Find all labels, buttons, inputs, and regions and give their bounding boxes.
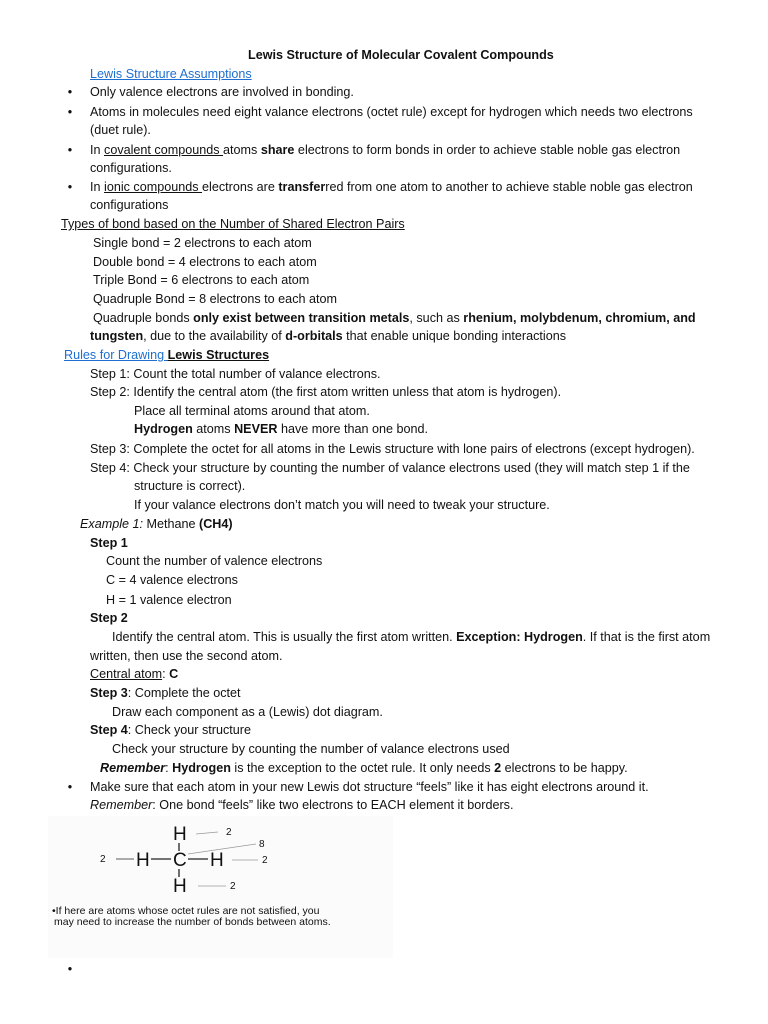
remember-hydrogen: Remember: Hydrogen is the exception to the octet rule. It only needs 2 electrons to be happy. — [100, 761, 628, 775]
rule-step-4-sub: If your valance electrons don’t match you will need to tweak your structure. — [134, 498, 550, 512]
bullet-glyph: • — [67, 105, 73, 119]
example-heading: Example 1: Methane (CH4) — [80, 517, 233, 531]
electron-count-right: 2 — [262, 855, 268, 866]
octet-note-line1: •If here are atoms whose octet rules are not satisfied, you — [52, 905, 320, 917]
example-step2-line1: Identify the central atom. This is usually the first atom written. Exception: Hydrogen. If that is the first atom — [112, 630, 711, 644]
double-bond: Double bond = 4 electrons to each atom — [93, 255, 317, 269]
bullet-glyph: • — [67, 85, 73, 99]
central-atom-line: Central atom: C — [90, 667, 179, 681]
remember-bond: Remember: One bond “feels” like two electrons to EACH element it borders. — [90, 798, 514, 812]
quadruple-note-line1: Quadruple bonds only exist between transition metals, such as rhenium, molybdenum, chromium, and — [93, 311, 696, 325]
hydrogen-right: H — [210, 850, 224, 871]
example-step1-text: Count the number of valence electrons — [106, 554, 323, 568]
quadruple-bond: Quadruple Bond = 8 electrons to each atom — [93, 292, 337, 306]
example-step2-line2: written, then use the second atom. — [90, 649, 283, 663]
bullet-glyph: • — [67, 143, 73, 157]
rule-step-2-sub2: Hydrogen atoms NEVER have more than one bond. — [134, 422, 429, 436]
example-step1-heading: Step 1 — [90, 536, 128, 550]
single-bond: Single bond = 2 electrons to each atom — [93, 236, 312, 250]
triple-bond: Triple Bond = 6 electrons to each atom — [93, 273, 310, 287]
hydrogen-left: H — [136, 850, 150, 871]
octet-note-line2: may need to increase the number of bonds between atoms. — [54, 916, 331, 928]
example-step3-text: Draw each component as a (Lewis) dot diagram. — [112, 705, 383, 719]
quadruple-note-line2: tungsten, due to the availability of d-orbitals that enable unique bonding interactions — [90, 329, 567, 343]
example-step4-text: Check your structure by counting the number of valance electrons used — [112, 742, 510, 756]
assumption-2-line2: (duet rule). — [90, 123, 151, 137]
rule-step-4-line1: Step 4: Check your structure by counting the number of valance electrons used (they will match step 1 if the — [90, 461, 690, 475]
rule-step-2-sub1: Place all terminal atoms around that atom. — [134, 404, 370, 418]
bond-types-heading: Types of bond based on the Number of Shared Electron Pairs — [61, 217, 405, 231]
example-carbon-electrons: C = 4 valence electrons — [106, 573, 238, 587]
hydrogen-bottom: H — [173, 876, 187, 897]
rules-heading: Rules for Drawing Lewis Structures — [64, 348, 270, 362]
bullet-glyph: • — [67, 180, 73, 194]
assumptions-heading: Lewis Structure Assumptions — [90, 67, 252, 81]
rule-step-3: Step 3: Complete the octet for all atoms in the Lewis structure with lone pairs of electrons (except hydrogen). — [90, 442, 695, 456]
electron-count-bottom: 2 — [230, 881, 236, 892]
rule-step-4-line2: structure is correct). — [134, 479, 246, 493]
pointer-top — [196, 832, 218, 834]
bullet-glyph: • — [67, 962, 73, 976]
electron-count-carbon: 8 — [259, 839, 265, 850]
carbon-center: C — [173, 850, 187, 871]
document-title: Lewis Structure of Molecular Covalent Compounds — [248, 48, 554, 62]
methane-diagram-svg — [48, 816, 393, 958]
assumption-3-line2: configurations. — [90, 161, 172, 175]
assumption-3-line1: In covalent compounds atoms share electrons to form bonds in order to achieve stable noble gas electron — [90, 143, 681, 157]
assumption-2-line1: Atoms in molecules need eight valance electrons (octet rule) except for hydrogen which needs two electrons — [90, 105, 693, 119]
assumption-4-line2: configurations — [90, 198, 169, 212]
rule-step-2: Step 2: Identify the central atom (the first atom written unless that atom is hydrogen). — [90, 385, 562, 399]
assumption-4-line1: In ionic compounds electrons are transferred from one atom to another to achieve stable noble gas electron — [90, 180, 693, 194]
electron-count-top: 2 — [226, 827, 232, 838]
electron-count-left: 2 — [100, 854, 106, 865]
rule-step-1: Step 1: Count the total number of valance electrons. — [90, 367, 381, 381]
feels-eight-bullet: Make sure that each atom in your new Lewis dot structure “feels” like it has eight electrons around it. — [90, 780, 649, 794]
example-step2-heading: Step 2 — [90, 611, 128, 625]
assumption-1: Only valence electrons are involved in bonding. — [90, 85, 354, 99]
methane-lewis-diagram — [48, 816, 393, 958]
example-step4-heading: Step 4: Check your structure — [90, 723, 251, 737]
bullet-glyph: • — [67, 780, 73, 794]
hydrogen-top: H — [173, 824, 187, 845]
example-step3-heading: Step 3: Complete the octet — [90, 686, 241, 700]
example-hydrogen-electrons: H = 1 valence electron — [106, 593, 232, 607]
